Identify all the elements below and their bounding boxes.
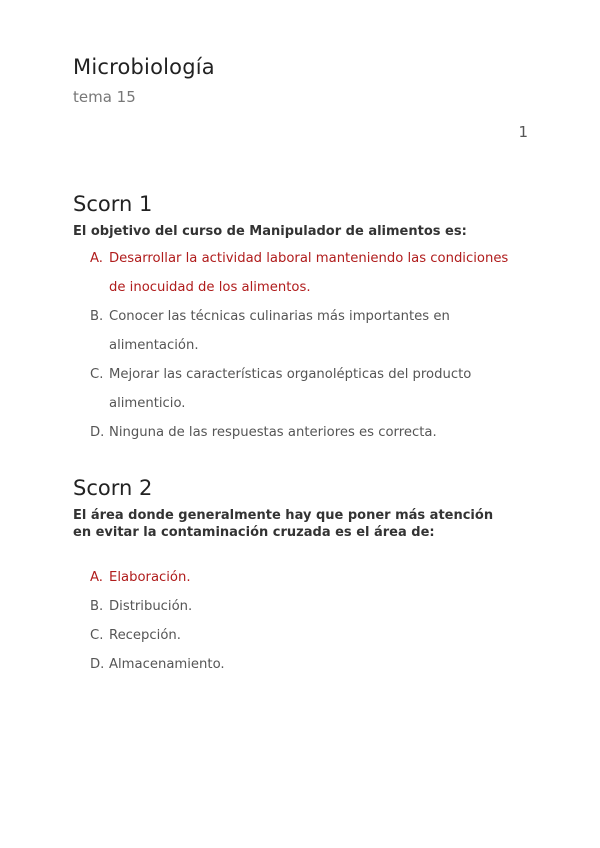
answer-option-b	[73, 302, 513, 360]
answer-option-c	[73, 360, 513, 418]
answer-text: Almacenamiento.	[109, 657, 225, 672]
question-text: El objetivo del curso de Manipulador de alimentos es:	[73, 224, 467, 239]
answer-option-a	[73, 244, 513, 302]
answer-letter: B.	[90, 599, 104, 614]
answer-letter: D.	[90, 657, 105, 672]
answer-letter: B.	[90, 309, 104, 324]
question-text: El área donde generalmente hay que poner más atención en evitar la contaminación cruzada es el área de:	[73, 508, 494, 540]
answer-text: Ninguna de las respuestas anteriores es correcta.	[109, 425, 437, 440]
answer-letter: C.	[90, 628, 104, 643]
document-title: Microbiología	[73, 55, 215, 79]
answer-text: Mejorar las características organolépticas del producto alimenticio.	[109, 367, 472, 411]
section-title: Scorn 1	[73, 192, 153, 216]
answer-letter: A.	[90, 251, 103, 266]
answer-text: Recepción.	[109, 628, 181, 643]
answer-option-a	[73, 563, 513, 592]
answer-letter: C.	[90, 367, 104, 382]
answer-letter: D.	[90, 425, 105, 440]
answer-letter: A.	[90, 570, 103, 585]
answer-text: Desarrollar la actividad laboral manteniendo las condiciones de inocuidad de los alimentos.	[109, 251, 509, 295]
answer-option-c	[73, 621, 513, 650]
answer-option-d	[73, 650, 513, 679]
question-section-1	[73, 192, 513, 447]
question-section-2	[73, 476, 513, 679]
answer-list	[73, 563, 513, 679]
page-number: 1	[518, 123, 528, 141]
answer-text: Distribución.	[109, 599, 193, 614]
answer-list	[73, 244, 513, 447]
section-title: Scorn 2	[73, 476, 153, 500]
document-subtitle: tema 15	[73, 88, 136, 106]
answer-option-b	[73, 592, 513, 621]
answer-text: Conocer las técnicas culinarias más importantes en alimentación.	[109, 309, 450, 353]
answer-option-d	[73, 418, 513, 447]
answer-text: Elaboración.	[109, 570, 191, 585]
